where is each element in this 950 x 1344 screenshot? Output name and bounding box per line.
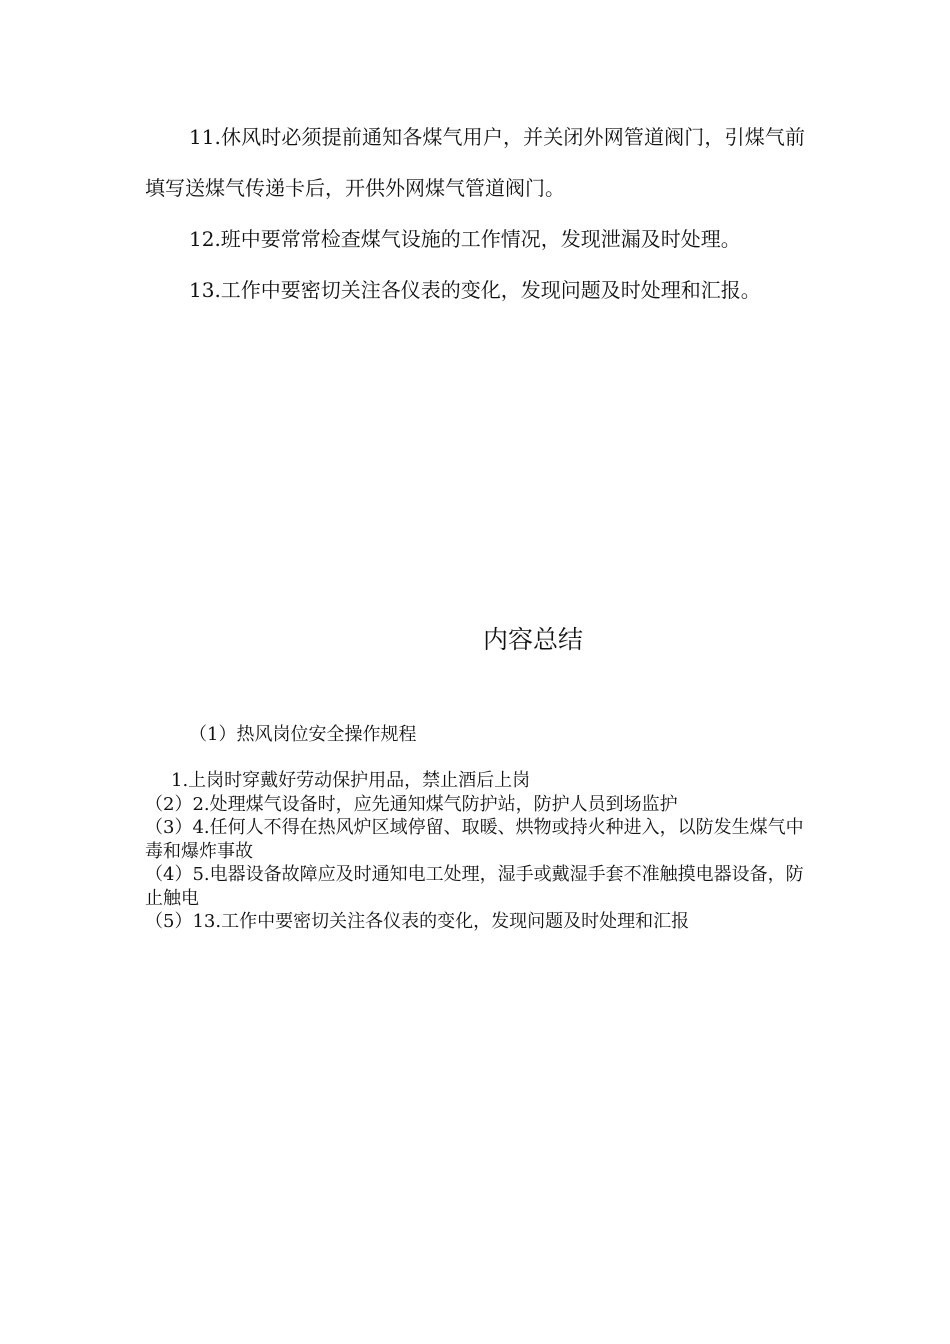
- summary-list: [145, 769, 805, 934]
- summary-item-1: 1.上岗时穿戴好劳动保护用品，禁止酒后上岗: [171, 770, 531, 791]
- paragraph-12: 12.班中要常常检查煤气设施的工作情况，发现泄漏及时处理。: [189, 227, 741, 251]
- summary-section: [145, 720, 805, 934]
- body-text: [145, 112, 805, 316]
- summary-item-3: （3）4.任何人不得在热风炉区域停留、取暖、烘物或持火种进入，以防发生煤气中毒和爆炸事故: [145, 817, 804, 862]
- summary-sub-heading: （1）热风岗位安全操作规程: [189, 724, 417, 745]
- paragraph-13: 13.工作中要密切关注各仪表的变化，发现问题及时处理和汇报。: [189, 278, 761, 302]
- summary-title: 内容总结: [482, 625, 583, 654]
- summary-item-4: （4）5.电器设备故障应及时通知电工处理，湿手或戴湿手套不准触摸电器设备，防止触电: [145, 864, 804, 909]
- summary-item-5: （5）13.工作中要密切关注各仪表的变化，发现问题及时处理和汇报: [145, 911, 690, 932]
- paragraph-11: 11.休风时必须提前通知各煤气用户，并关闭外网管道阀门，引煤气前填写送煤气传递卡后，开供外网煤气管道阀门。: [145, 125, 805, 200]
- summary-item-2: （2）2.处理煤气设备时，应先通知煤气防护站，防护人员到场监护: [145, 793, 678, 815]
